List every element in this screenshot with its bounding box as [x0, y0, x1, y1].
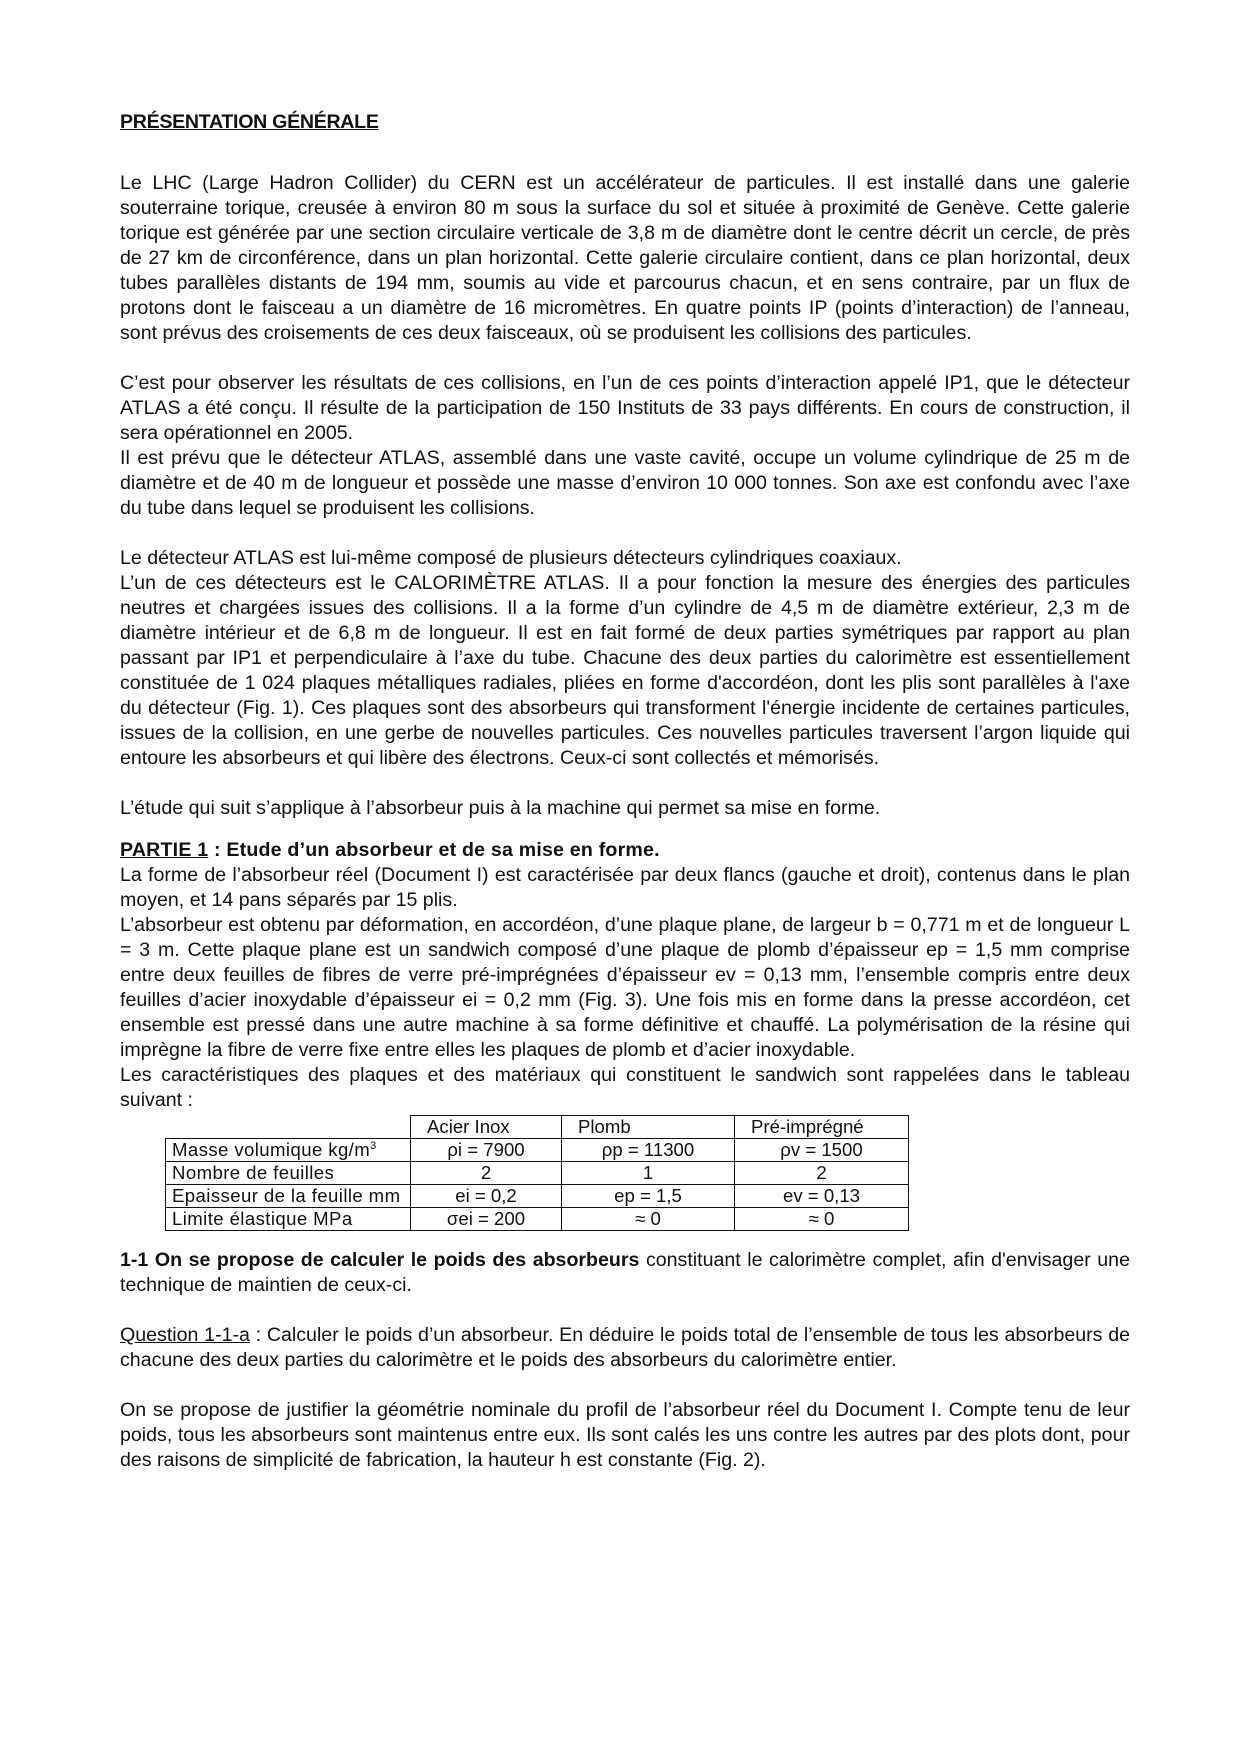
- intro-paragraph-detectors: Le détecteur ATLAS est lui-même composé de plusieurs détecteurs cylindriques coaxiaux.: [120, 547, 902, 569]
- intro-paragraph-study: L’étude qui suit s’applique à l’absorbeur puis à la machine qui permet sa mise en forme.: [120, 797, 881, 819]
- section-1-1-text: constituant le calorimètre complet, afin d'envisager une technique de maintien de ceux-ci.: [120, 1249, 1130, 1296]
- partie-paragraph-table-intro: Les caractéristiques des plaques et des matériaux qui constituent le sandwich sont rappelées dans le tableau suivant :: [120, 1064, 1130, 1111]
- table-header-acier: Acier Inox: [411, 1116, 562, 1139]
- partie-paragraph-sandwich: L’absorbeur est obtenu par déformation, en accordéon, d’une plaque plane, de largeur b = 0,771 m et de longueur L = 3 m. Cette plaque plane est un sandwich composé d’une plaque de plomb d’épaisseur ep = 1,5 mm comprise entre deux feuilles de fibres de verre pré-imprégnées d’épaisseur ev = 0,13 mm, l’ensemble compris entre deux feuilles d’acier inoxydable d’épaisseur ei = 0,2 mm (Fig. 3). Une fois mis en forme dans la presse accordéon, cet ensemble est pressé dans une autre machine à sa forme définitive et chauffé. La polymérisation de la résine qui imprègne la fibre de verre fixe entre elles les plaques de plomb et d’acier inoxydable.: [120, 914, 1130, 1061]
- table-cell: 2: [411, 1162, 562, 1185]
- table-cell: ei = 0,2: [411, 1185, 562, 1208]
- table-row: [166, 1162, 909, 1185]
- intro-paragraph-lhc: Le LHC (Large Hadron Collider) du CERN est un accélérateur de particules. Il est installé dans une galerie souterraine torique, creusée à environ 80 m sous la surface du sol et située à proximité de Genève. Cette galerie torique est générée par une section circulaire verticale de 3,8 m de diamètre dont le centre décrit un cercle, de près de 27 km de circonférence, dans un plan horizontal. Cette galerie circulaire contient, dans ce plan horizontal, deux tubes parallèles distants de 194 mm, soumis au vide et parcourus chacun, et en sens contraire, par un flux de protons dont le faisceau a un diamètre de 16 micromètres. En quatre points IP (points d’interaction) de l’anneau, sont prévus des croisements de ces deux faisceaux, où se produisent les collisions des particules.: [120, 172, 1130, 344]
- table-cell: 1: [562, 1162, 735, 1185]
- question-text: : Calculer le poids d’un absorbeur. En déduire le poids total de l’ensemble de tous les absorbeurs de chacune des deux parties du calorimètre et le poids des absorbeurs du calorimètre entier.: [120, 1324, 1131, 1371]
- table-cell: ≈ 0: [735, 1208, 909, 1231]
- table-row: [166, 1185, 909, 1208]
- partie-label: PARTIE 1: [120, 839, 209, 861]
- question-1-1-a: [120, 1323, 1130, 1373]
- table-cell: ≈ 0: [562, 1208, 735, 1231]
- table-row-label: Epaisseur de la feuille mm: [166, 1185, 411, 1208]
- table-row-label: Masse volumique $kg/m^3$: [166, 1139, 411, 1162]
- table-row-label: Nombre de feuilles: [166, 1162, 411, 1185]
- table-header-plomb: Plomb: [562, 1116, 735, 1139]
- partie-paragraph-shape: La forme de l’absorbeur réel (Document I) est caractérisée par deux flancs (gauche et droit), contenus dans le plan moyen, et 14 pans séparés par 15 plis.: [120, 864, 1130, 911]
- superscript: 3: [370, 1140, 377, 1152]
- table-cell: 2: [735, 1162, 909, 1185]
- table-row: [166, 1139, 909, 1162]
- partie-title: : Etude d’un absorbeur et de sa mise en forme.: [208, 839, 660, 861]
- intro-paragraph-atlas-volume: Il est prévu que le détecteur ATLAS, assemblé dans une vaste cavité, occupe un volume cylindrique de 25 m de diamètre et de 40 m de longueur et possède une masse d’environ 10 000 tonnes. Son axe est confondu avec l’axe du tube dans lequel se produisent les collisions.: [120, 447, 1130, 519]
- table-cell: ev = 0,13: [735, 1185, 909, 1208]
- table-cell: ρp = 11300: [562, 1139, 735, 1162]
- document-page: [120, 100, 1130, 1473]
- table-cell: ρi = 7900: [411, 1139, 562, 1162]
- table-row-label: Limite élastique MPa: [166, 1208, 411, 1231]
- section-1-1-paragraph: [120, 1248, 1130, 1298]
- intro-paragraph-calorimeter: L’un de ces détecteurs est le CALORIMÈTRE ATLAS. Il a pour fonction la mesure des énergies des particules neutres et chargées issues des collisions. Il a la forme d’un cylindre de 4,5 m de diamètre extérieur, 2,3 m de diamètre intérieur et de 6,8 m de longueur. Il est en fait formé de deux parties symétriques par rapport au plan passant par IP1 et perpendiculaire à l’axe du tube. Chacune des deux parties du calorimètre est essentiellement constituée de 1 024 plaques métalliques radiales, pliées en forme d'accordéon, dont les plis sont parallèles à l'axe du détecteur (Fig. 1). Ces plaques sont des absorbeurs qui transforment l'énergie incidente de certaines particules, issues de la collision, en une gerbe de nouvelles particules. Ces nouvelles particules traversent l’argon liquide qui entoure les absorbeurs et qui libère des électrons. Ceux-ci sont collectés et mémorisés.: [120, 572, 1130, 769]
- table-row: [166, 1208, 909, 1231]
- section-1-1-heading: 1-1 On se propose de calculer le poids des absorbeurs: [120, 1249, 640, 1271]
- page-title: PRÉSENTATION GÉNÉRALE: [120, 111, 379, 133]
- intro-paragraph-atlas: C’est pour observer les résultats de ces collisions, en l’un de ces points d’interaction appelé IP1, que le détecteur ATLAS a été conçu. Il résulte de la participation de 150 Instituts de 33 pays différents. En cours de construction, il sera opérationnel en 2005.: [120, 372, 1130, 444]
- final-paragraph: On se propose de justifier la géométrie nominale du profil de l’absorbeur réel du Document I. Compte tenu de leur poids, tous les absorbeurs sont maintenus entre eux. Ils sont calés les uns contre les autres par des plots dont, pour des raisons de simplicité de fabrication, la hauteur h est constante (Fig. 2).: [120, 1399, 1130, 1471]
- question-label: Question 1-1-a: [120, 1324, 250, 1346]
- table-cell: ρv = 1500: [735, 1139, 909, 1162]
- table-header-preimpregne: Pré-imprégné: [735, 1116, 909, 1139]
- table-header-row: [166, 1116, 909, 1139]
- partie-heading: [120, 838, 1130, 863]
- table-cell: σei = 200: [411, 1208, 562, 1231]
- table-cell: ep = 1,5: [562, 1185, 735, 1208]
- materials-table: [165, 1115, 909, 1231]
